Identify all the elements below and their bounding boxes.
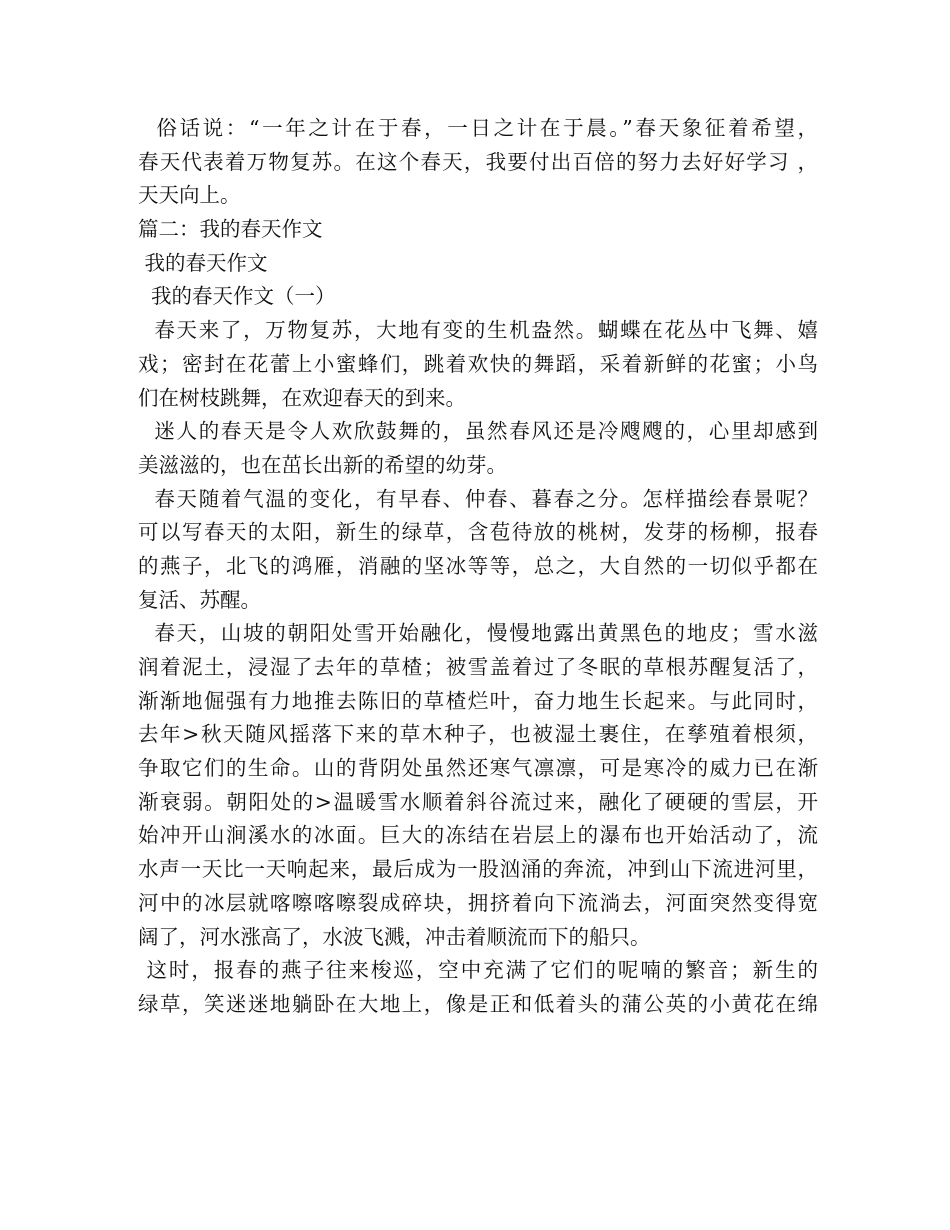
text-line: 始冲开山涧溪水的冰面。巨大的冻结在岩层上的瀑布也开始活动了，流 [138,823,818,848]
text-line: 争取它们的生命。山的背阴处虽然还寒气凛凛，可是寒冷的威力已在渐 [138,756,818,781]
text-line: 天天向上。 [138,183,241,208]
text-line: 的燕子，北飞的鸿雁，消融的坚冰等等，总之，大自然的一切似乎都在 [138,553,818,578]
text-line: 阔了，河水涨高了，水波飞溅，冲击着顺流而下的船只。 [138,924,651,949]
essay-text [138,112,818,1022]
text-line: 春天随着气温的变化，有早春、仲春、暮春之分。怎样描绘春景呢？ [138,486,818,511]
text-line: 这时，报春的燕子往来梭巡，空中充满了它们的呢喃的繁音；新生的 [138,958,818,983]
text-line: 去年>秋天随风摇落下来的草木种子，也被湿土裹住，在孳殖着根须， [138,722,818,747]
text-line: 水声一天比一天响起来，最后成为一股汹涌的奔流，冲到山下流进河里， [138,857,818,882]
text-line: 美滋滋的，也在茁长出新的希望的幼芽。 [138,452,507,477]
text-line: 渐渐地倔强有力地推去陈旧的草楂烂叶，奋力地生长起来。与此同时， [138,688,818,713]
text-line: 可以写春天的太阳，新生的绿草，含苞待放的桃树，发芽的杨柳，报春 [138,520,818,545]
text-line: 春天来了，万物复苏，大地有变的生机盎然。蝴蝶在花丛中飞舞、嬉 [138,318,818,343]
text-line: 绿草，笑迷迷地躺卧在大地上，像是正和低着头的蒲公英的小黄花在绵 [138,991,818,1016]
essay-title: 我的春天作文 [138,250,268,275]
essay-subtitle: 我的春天作文（一） [138,284,336,309]
text-line: 复活、苏醒。 [138,587,261,612]
text-line: 戏；密封在花蕾上小蜜蜂们，跳着欢快的舞蹈，采着新鲜的花蜜；小鸟 [138,351,818,376]
text-line: 俗话说：“一年之计在于春，一日之计在于晨。”春天象征着希望， [138,116,818,140]
section-heading: 篇二：我的春天作文 [138,217,323,242]
text-line: 润着泥土，浸湿了去年的草楂；被雪盖着过了冬眠的草根苏醒复活了， [138,655,818,679]
text-line: 春天，山坡的朝阳处雪开始融化，慢慢地露出黄黑色的地皮；雪水滋 [138,621,818,646]
text-line: 们在树枝跳舞，在欢迎春天的到来。 [138,385,466,410]
text-line: 渐衰弱。朝阳处的>温暖雪水顺着斜谷流过来，融化了硬硬的雪层，开 [138,789,818,814]
text-line: 迷人的春天是令人欢欣鼓舞的，虽然春风还是冷飕飕的，心里却感到 [138,419,818,444]
text-line: 河中的冰层就喀嚓喀嚓裂成碎块，拥挤着向下流淌去，河面突然变得宽 [138,890,818,915]
text-line: 春天代表着万物复苏。在这个春天，我要付出百倍的努力去好好学习 ， [138,149,818,174]
